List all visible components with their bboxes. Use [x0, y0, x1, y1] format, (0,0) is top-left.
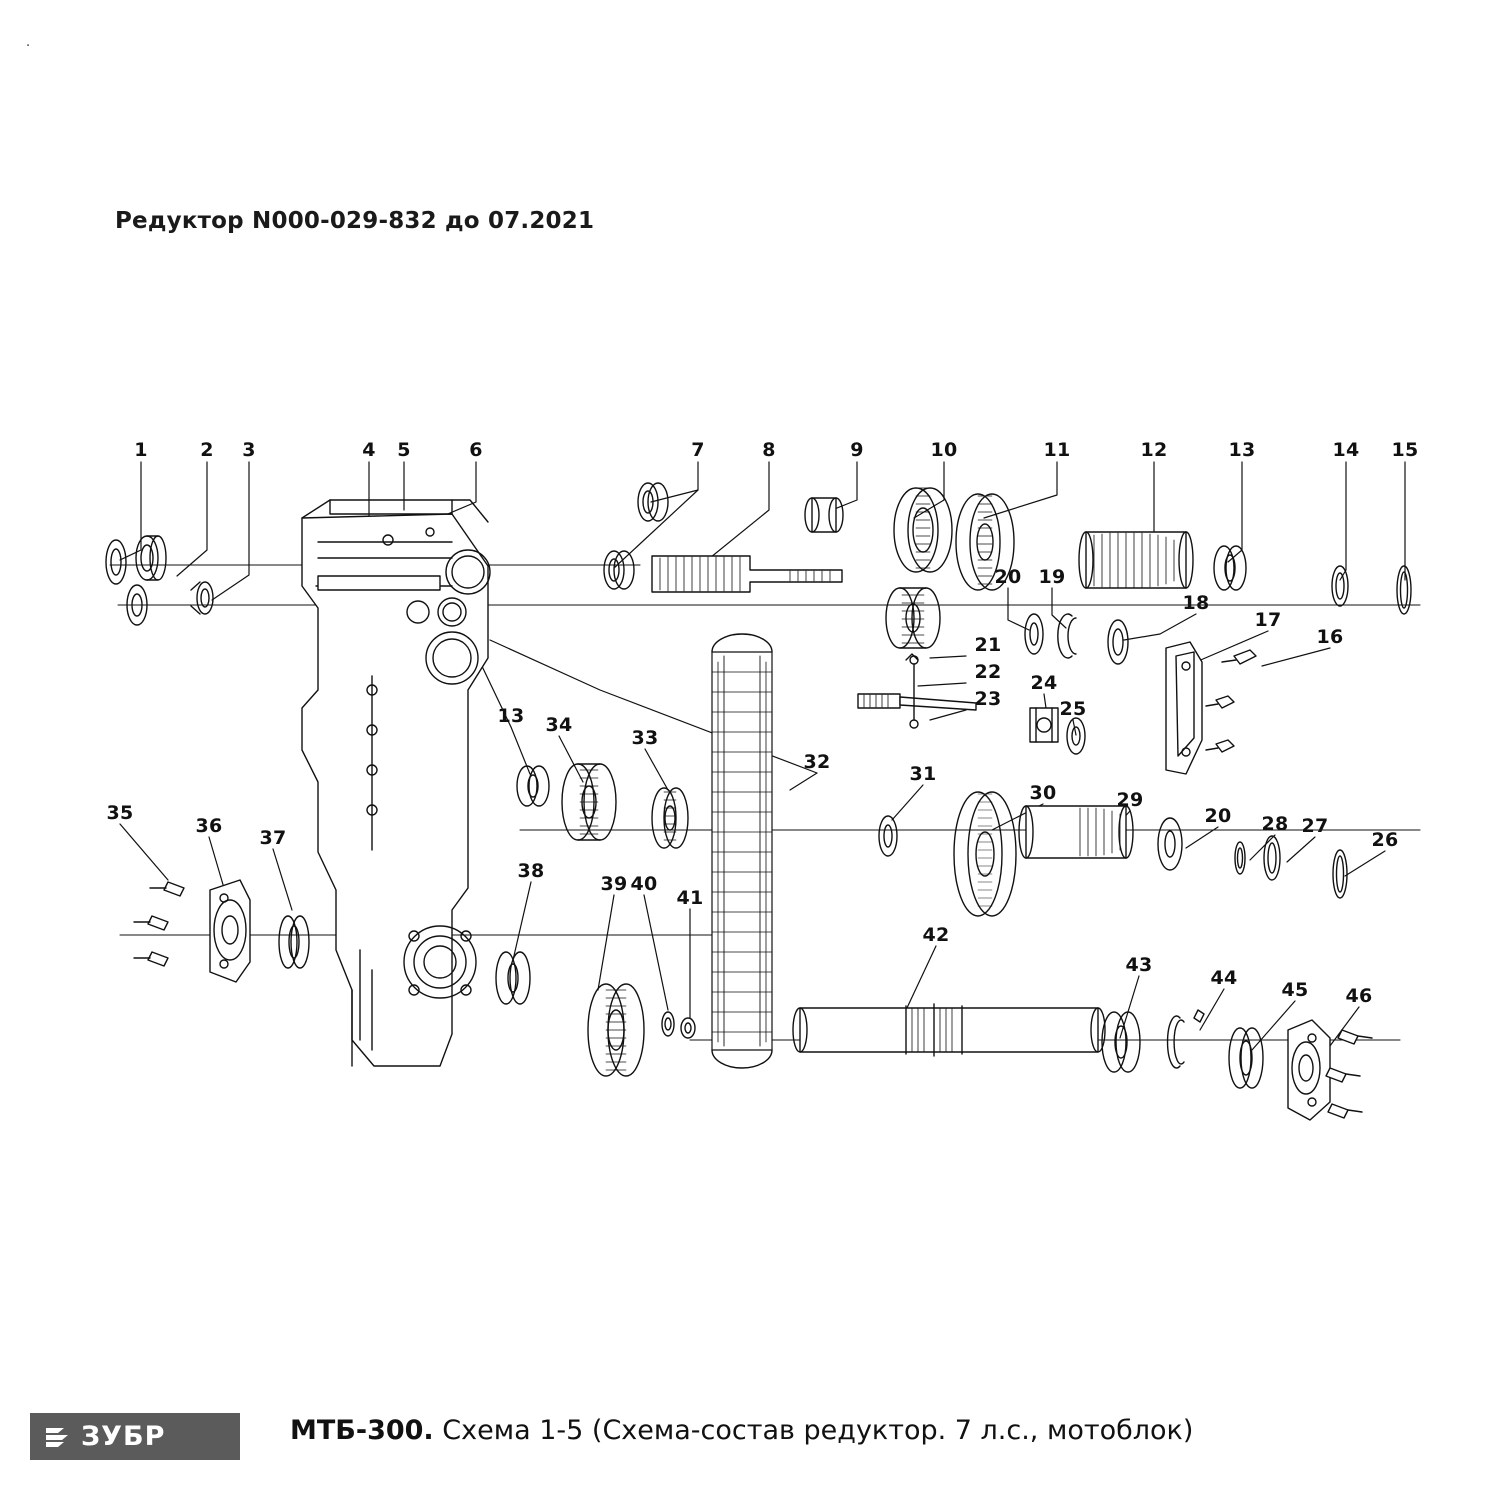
callout-16: 16	[1316, 626, 1344, 648]
brand-name: ЗУБР	[81, 1421, 166, 1452]
callout-15: 15	[1391, 439, 1419, 461]
callout-8: 8	[762, 439, 776, 461]
model-label: МТБ-300.	[290, 1415, 434, 1446]
callout-46: 46	[1345, 985, 1373, 1007]
scheme-label: Схема 1-5 (Схема-состав редуктор. 7 л.с., мотоблок)	[442, 1415, 1194, 1446]
callout-14: 14	[1332, 439, 1360, 461]
callout-2: 2	[200, 439, 214, 461]
callout-12: 12	[1140, 439, 1168, 461]
callout-42: 42	[922, 924, 950, 946]
callout-34: 34	[545, 714, 573, 736]
callout-41: 41	[676, 887, 704, 909]
callout-13b: 13	[497, 705, 525, 727]
callout-29: 29	[1116, 789, 1144, 811]
pin-and-rod	[858, 654, 976, 728]
page-title: Редуктор N000-029-832 до 07.2021	[115, 208, 595, 234]
callout-3: 3	[242, 439, 256, 461]
callout-31: 31	[909, 763, 937, 785]
callout-18: 18	[1182, 592, 1210, 614]
gearbox-housing	[302, 500, 490, 1066]
callout-17: 17	[1254, 609, 1282, 631]
callout-20: 20	[994, 566, 1022, 588]
callout-28: 28	[1261, 813, 1289, 835]
callout-13: 13	[1228, 439, 1256, 461]
callout-10: 10	[930, 439, 958, 461]
callout-37: 37	[259, 827, 287, 849]
callout-21: 21	[974, 634, 1002, 656]
callout-33: 33	[631, 727, 659, 749]
callout-23: 23	[974, 688, 1002, 710]
callout-38: 38	[517, 860, 545, 882]
callout-7: 7	[691, 439, 705, 461]
callout-9: 9	[850, 439, 864, 461]
callout-19: 19	[1038, 566, 1066, 588]
callout-20b: 20	[1204, 805, 1232, 827]
callout-30: 30	[1029, 782, 1057, 804]
callout-22: 22	[974, 661, 1002, 683]
callout-5: 5	[397, 439, 411, 461]
zubr-arrow-icon	[42, 1422, 72, 1452]
callout-35: 35	[106, 802, 134, 824]
callout-44: 44	[1210, 967, 1238, 989]
callout-24: 24	[1030, 672, 1058, 694]
callout-1: 1	[134, 439, 148, 461]
callout-32: 32	[803, 751, 831, 773]
callout-4: 4	[362, 439, 376, 461]
callout-39: 39	[600, 873, 628, 895]
callout-26: 26	[1371, 829, 1399, 851]
corner-mark: .	[26, 35, 31, 50]
callout-36: 36	[195, 815, 223, 837]
roller-chain	[712, 634, 772, 1068]
cover-plate	[1166, 642, 1256, 774]
leader-lines-mid	[480, 588, 1385, 876]
exploded-parts-diagram	[0, 390, 1500, 1220]
brand-logo	[30, 1413, 240, 1460]
callout-11: 11	[1043, 439, 1071, 461]
callout-27: 27	[1301, 815, 1329, 837]
footer-caption	[290, 1415, 1193, 1446]
callout-43: 43	[1125, 954, 1153, 976]
callout-45: 45	[1281, 979, 1309, 1001]
callout-40: 40	[630, 873, 658, 895]
footer	[0, 1368, 1500, 1500]
callout-6: 6	[469, 439, 483, 461]
callout-25: 25	[1059, 698, 1087, 720]
